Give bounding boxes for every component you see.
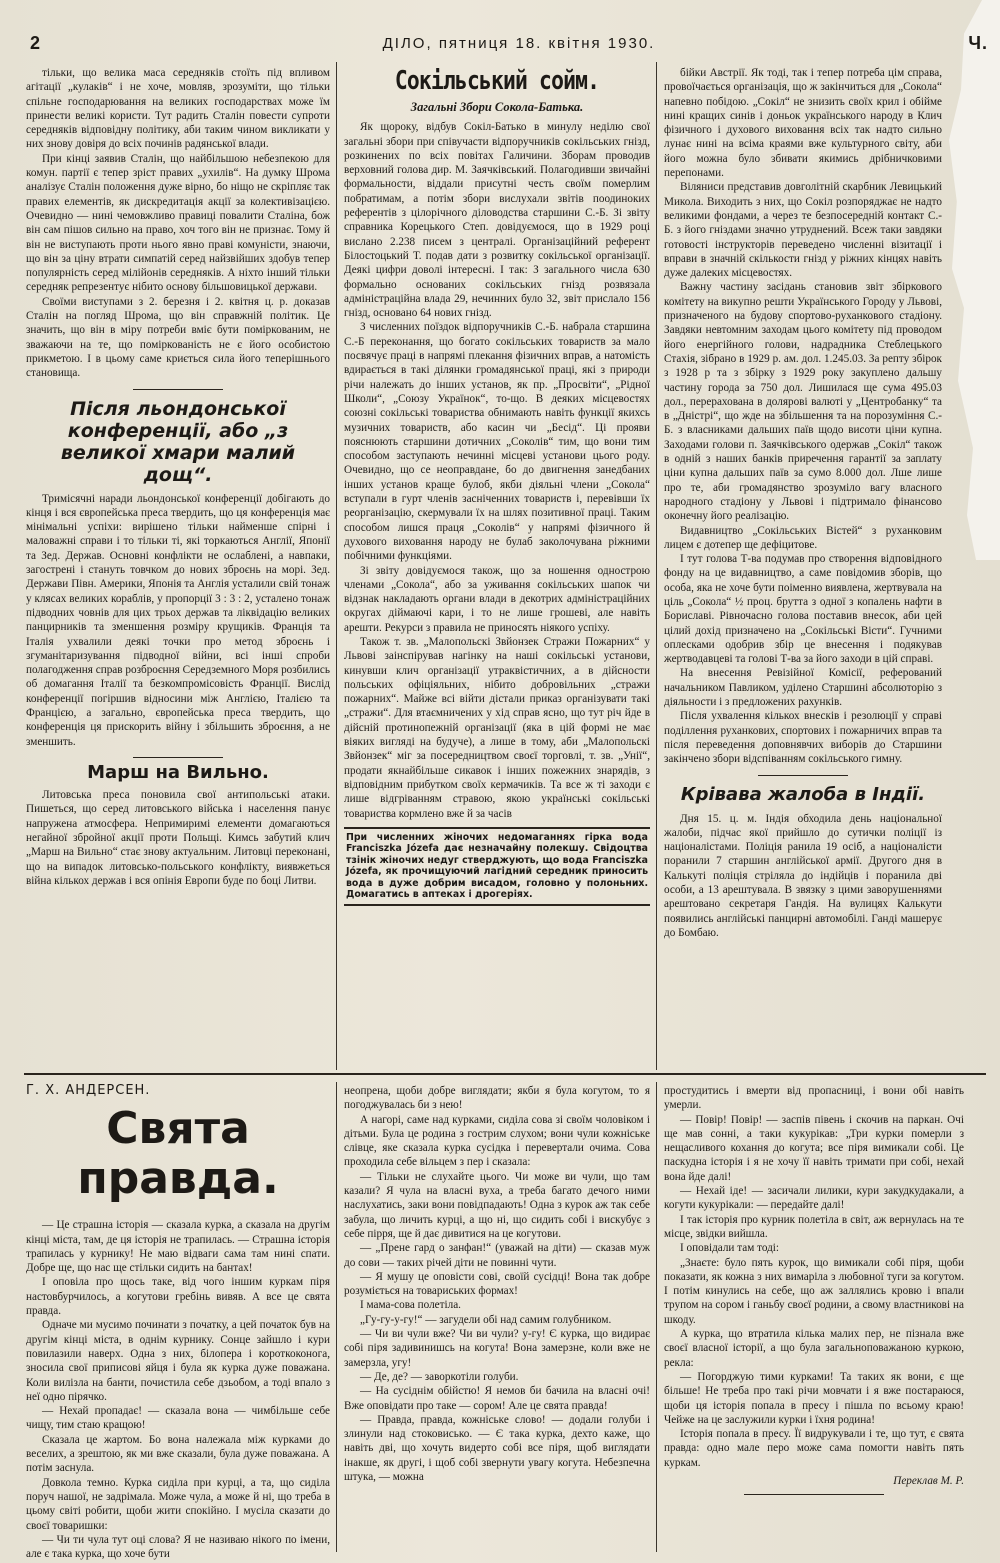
paragraph: З численних поїздок відпоручників С.-Б. набрала старшина С.-Б переконання, що богато сокільських товариств за мало посвячує праці в напрямі плекання фізичних вправ, а натомість вдирається в такі ділянки громадянської праці, які з природи річи належать до інших установ, як пр. „Просвіти“, „Рідної Школи“, „Союзу Українок“, то-що. В деяких місцевостях союзні сокільські товариства обнимають навіть функції якихсь музичних товариств, або касин чи „Бесід“. Ці прояви пояснюють старшини дотичних „Соколів“ тим, що вони тим способом заступають нечинні місцеві установи цього роду. Очевидно, що се неоправдане, бо до двигнення занедбаних інших установ краще булоб, якби діяльні члени „Сокола“ вступали в гурт членів засніченних товариств і, перевівши їх реорганізацію, скермували їх на шлях позитивної праці. Таким способом лишся праця „Соколів“ у напрямі фізичного й духового виховання народу не булаб заколочувана ріжними побічними функціями. (344, 321, 650, 563)
paragraph: — Чи ти чула тут оці слова? Я не називаю нікого по імени, але є така курка, що хоче бути (26, 1533, 330, 1561)
marsh-headline: Марш на Вильно. (87, 761, 269, 783)
paragraph: — Нехай іде! — засичали лилики, кури закудкудакали, а когути кукурікали: — передайте далі! (664, 1185, 964, 1212)
paragraph: Як щороку, відбув Сокіл-Батько в минулу неділю свої загальні збори при співучасти відпоручників сокільських гнізд, розкинених по всіх повітах Галичини. Зборам проводив верховний голова дир. М. Заячківський. Полагодивши звичайні формальности, віддали присутні честь своїм померлим побратимам, а потім збори вислухали звітів поодиноких референтів з цілорічного діловодства старшини С.-Б. Зі звіту справника Корецького Степ. довідуємося, що в 1929 році вислано 2.238 писем з централі. Організаційний референт Білостоцький Т. подав дати з розвитку сокільської організації. Деякі цифри доволі інтересні. І так: З загального числа 630 формально основаних сокільських гнізд розвязала адміністраційна влада 29, нечинних було 32, звіт прислало 156 гнізд, основано 64 нових гнізд. (344, 121, 650, 320)
paragraph: Зі звіту довідуємося також, що за ношення однострою членами „Сокола“, або за уживання сокільських шапок чи відзнак накладають органи влади в декотрих адміністраційних округах діймаючі кари, і то не лише грошеві, але навіть арешти. Рекурси з правила не приносять ніякого успіху. (344, 564, 650, 634)
paragraph: — Тільки не слухайте цього. Чи може ви чули, що там казали? Я чула на власні вуха, а треба багато дечого ними наслухатись, заки вони повідпадають! Одна з курок аж так себе забула, що личить курці, а що ні, що сидить собі і вискубує з себе пірря, ще й дає дивитися на це когутови. (344, 1170, 650, 1240)
marsh-article (26, 761, 330, 888)
column-3-upper (664, 66, 942, 1068)
paragraph: І тут голова Т-ва подумав про створення відповідного фонду на це видавництво, а саме повідомив зборів, що особа, яка не хоче бути поіменно виявлена, жертвувала на ціль „Сокола“ ½ проц. брутта з одної з копалень нафти в Бориславі. Рівночасно голова поставив внесок, аби цей цілий дохід призначено на „Сокільські Вісти“. Гучними оплесками одобрив збір це внесення і подякував жертводавцеві та голові Т-ва за його заходи в цій справі. (664, 553, 942, 666)
short-divider (758, 775, 848, 776)
section-divider (24, 1073, 986, 1075)
london-article (26, 398, 330, 749)
story-column-3 (664, 1084, 964, 1554)
column-rule (336, 1082, 337, 1552)
header-right-mark: Ч. (968, 32, 988, 53)
story-title: Свята правда. (77, 1103, 279, 1205)
paragraph: А нагорі, саме над курками, сиділа сова зі своїм чоловіком і дітьми. Була це родина з гострим слухом; вони чули кожніське слівце, яке сказала курка сусідка і перевертали очима. Сова проходила себе вільцем з пер і сказала: (344, 1113, 650, 1169)
paragraph: неопрена, щоби добре виглядати; якби я була когутом, то я погоджувалась би з нею! (344, 1085, 650, 1112)
story-author: Г. X. АНДЕРСЕН. (26, 1083, 151, 1098)
paragraph: — Повір! Повір! — заспів півень і скочив на паркан. Очі ще мав сонні, а таки кукурікав: „Три курки померли з нещасливого кохання до когута; все піря вимикали собі. Це паскудна історія і я не хочу її навіть тримати при собі, нехай вона йде далі! (664, 1113, 964, 1183)
masthead: ДІЛО, пятниця 18. квітня 1930. (382, 34, 656, 52)
page-number: 2 (30, 32, 42, 53)
paragraph: „Знаєте: було пять курок, що вимикали собі піря, щоби показати, як кожна з них вимаріла з любовної туги за когутом. І потім кинулись на себе, що аж заллялись кровю і впали трупом на сором і ганьбу своєї родини, а свому властникові на шкоду. (664, 1256, 964, 1326)
paragraph: Одначе ми мусимо починати з початку, а цей початок був на другім кінці міста, в однім курнику. Сонце зайшло і кури повилазили наверх. Одна з них, білопера і короткоконога, зносила свої приписові яйця і була як курка дуже поважана. Коли вилізла на банти, почистила себе дзьобом, а тоді впало з неї одно пірячко. (26, 1319, 330, 1403)
column-rule (336, 62, 337, 1070)
paragraph: — Чи ви чули вже? Чи ви чули? у-гу! Є курка, що видирає собі піря задивинишсь на когута! Вона замерзне, коли вже не замерзла, угу! (344, 1328, 650, 1369)
paragraph: Після ухвалення кількох внесків і резолюції у справі поділлення руханкових, спортових і пожарничих вправ та після переведення доповнявчих виборів до Старшини закінчено збори відспіванням сокільського гимну. (664, 710, 942, 766)
sokil-headline: Сокільський сойм. (394, 66, 600, 96)
london-headline: Після льондонської конференції, або „з великої хмари малий дощ“. (60, 397, 296, 486)
paragraph: Видавництво „Сокільських Вістей“ з руханковим лицем є дотепер ще дефіцитове. (664, 524, 942, 551)
story-column-1 (26, 1083, 330, 1561)
india-headline: Крівава жалоба в Індії. (680, 783, 926, 805)
paragraph: А курка, що втратила кілька малих пер, не пізнала вже своєї власної історії, а що була загальноповажаною куркою, рекла: (664, 1328, 964, 1369)
story-column-2 (344, 1084, 650, 1554)
short-divider (133, 757, 223, 758)
paragraph: Дня 15. ц. м. Індія обходила день національної жалоби, підчас якої прийшло до сутички поліції із націоналістами. Поліція ранила 19 осіб, а націоналісти поранили 7 старшин англійської армії. Другого дня в Калькуті поліція стріляла до індійців і поранила дві особи, а 13 арештувала. В звязку з цими заворушеннями арештовано секретаря Гандія. На вулицях Калькути появились англійські панцирні автомобілі. Ганді машерує до Бомбаю. (664, 812, 942, 939)
mineral-water-ad: При численних жіночих недомаганнях гірка вода Franciszka Józefa дає незначайну полекшу. Свідоцтва тзінік жіночих недуг стверджують, що вода Franciszka Józefa, як прочищуючий лагідний середник приносить вода в дуже добрим висадом, головно у полоньних. Домагатись в аптеках і дрогеріях. (344, 827, 650, 906)
paragraph: На внесення Ревізійної Комісії, реферований начальником Павликом, уділено Старшині абсолюторію з діяльности і з предложених рахунків. (664, 667, 942, 709)
paragraph: — Де, де? — заворкотіли голуби. (360, 1370, 519, 1383)
translator-credit: Переклав М. Р. (893, 1475, 964, 1488)
paragraph: тільки, що велика маса середняків стоїть під впливом агітації „кулаків“ і не хоче, мовляв, зрозуміти, що тільки спільне господарювання на великих господарствах може їм принести великі користи. Тут радить Сталін повести супроти середняків відповідну політику, аби таким чином викликати у них знову довіря до всіх починів радянської влади. (26, 67, 330, 151)
column-rule (656, 1082, 657, 1552)
paragraph: „Гу-гу-у-гу!“ — загудели обі над самим голубником. (360, 1313, 612, 1326)
paragraph: Литовська преса поновила свої антипольські атаки. Пишеться, що серед литовського війська і населення панує напружена атмосфера. Непримиримі елементи домагаються негайної збройної акції проти Польщі. Кимсь забутий клич „Марш на Вильно“ стає знову актуальним. Литовці переконані, що на випадок литовсько-польського конфлікту, виявжеться війна кількох держав і вся опінія Европи буде по боці Литви. (26, 789, 330, 887)
paragraph: Історія попала в пресу. Її видрукували і те, що тут, є свята правда: одно мале перо може сама помогти навіть пять куркам. (664, 1428, 964, 1469)
paragraph: Важну частину засідань становив звіт збіркового комітету на викупно решти Українського Городу у Львові, призначеного на будову спортово-руханкового стадіону. Завдяки невтомним заходам цього комітету під проводом його енергійного голови, надрадника Стеблецького Стахія, зібрано в 1929 р. ам. дол. 1.245.03. За репту збірок з 1928 р та з збірку з 1929 року закуплено дальшу частину города за 750 дол. Лишилася ще сума 495.03 дол., перерахована в долярові валюті у „Центробанку“ та в „Дністрі“, що жде на збільшення та на порозуміння С.-Б. з власниками дальших паїв щодо висоти ціни купна. Заходами голови п. Заячківського одержав „Сокіл“ також в одній з наших банків приречення гарантії за заплату ціни купна дальших паїв за сумо 8.000 дол. Лше лише про те, аби громадянство зрозуміло вагу власного народного стадіону у Львові і підтримало фінансово оконечну його реалізацію. (664, 281, 942, 523)
paragraph: — Я мушу це оповісти сові, своїй сусідці! Вона так добре розуміється на товариських формах! (344, 1270, 650, 1298)
paragraph: Своїми виступами з 2. березня і 2. квітня ц. р. доказав Сталін на погляд Шрома, що він справжній політик. Це значить, що він в міру потреби вміє бути поміркованим, не зважаючи на те, що поміркованість не є його особистою прикметою. І в цьому саме криється сила його теперішнього становища. (26, 295, 330, 380)
column-2-upper (344, 66, 650, 1068)
paragraph: простудитись і вмерти від пропасниці, і вони обі навіть умерли. (664, 1085, 964, 1112)
paragraph: — На сусіднім обійстю! Я немов би бачила на власні очі! Вже оповідати про таке — сором! Але це свята правда! (344, 1385, 650, 1412)
paragraph: — Правда, правда, кожніське слово! — додали голуби і злинули над стоковисько. — Є така курка, дехто каже, що навіть дві, що хочуть видертo собі все піря, щоб виглядати інакше, як другі, і щоб собі звернути увагу когута. Небезпечна штука, — можна (344, 1413, 650, 1484)
paragraph: І оповідали там тоді: (680, 1242, 779, 1255)
paragraph: І мама-сова полетіла. (360, 1299, 461, 1312)
sokil-subhead: Загальні Збори Сокола-Батька. (410, 100, 584, 114)
paragraph: Тримісячні наради льондонської конференції добігають до кінця і вся європейська преса твердить, що ця конференція має мінімальні успіхи: вирішено тільки найменше спірні і маловажні справи і то тільки ті, які торкаються Англії, Японії та Зед. Держав. Основні конфлікти не ослаблені, а навпаки, загострені і стануть товчком до нових зброєнь на морі. Зед. Держави Півн. Америки, Японія та Англія усталили свій тонаж у клясах великих кораблів, у пропорції 3 : 3 : 2, устaлено тонаж підводних човнів для цих трьох держав та ліквідацію великих панцирників та зменшення розміру крущиків. Франція та Італія ухвалили деякі точки про метод зброєнь і згуманітаризування підводної війни, всі інші спроби полагодження справ розброєння Середземного Моря розбились об домагання Італії та безкомпромісовість Франції. Вислід конференції погіршив відносини між Англією, Італією та Францією, а загально, європейська преса твердить, що конференція ця прискорить війну і збільшить зброєння, а не зменшить. (26, 492, 330, 748)
paragraph: — „Прене гард о занфан!“ (уважай на діти) — сказав муж до сови — таких річей діти не повинні чути. (344, 1242, 650, 1269)
paragraph: — Погорджую тими курками! Та таких як вони, є ще більше! Не треба про такі річи мовчати і я вже постараюся, щоби ця історія попала в пресу і пішла по всьому краю! Чейже на це заслужили курки і їхня родина! (664, 1370, 964, 1426)
paragraph: Віляниси представив довголітній скарбник Левицький Микола. Виходить з них, що Сокіл розпоряджає не надто великими фондами, а через те безпосередній контакт С.-Б. з його гніздами значно утруднений. Всеж таки завдяки готовості інструкторів переведено численні візитації і вправи в значній скількости гнізд у ріжних кінцях навіть дуже далеких місцевостях. (664, 181, 942, 280)
paragraph: бійки Австрії. Як тоді, так і тепер потреба цім справа, провоїчається організація, що ж закінчиться для „Сокола“ напевно побідою. „Сокіл“ не знизить своїх крил і обійме нині кращих синів і доньок українського народу в Клич фізичного і духового виховання всіх так надто сильно лунає нині на всіма краями вже культурного світу, аби його можна було збивати якимись дрібничковими перепонами. (664, 67, 942, 180)
paragraph: Сказала це жартом. Бо вона належала між курками до веселиx, а зрештою, як ми вже сказали, була дуже поважана. А потім заснула. (26, 1433, 330, 1475)
torn-edge (940, 0, 1000, 560)
column-rule (656, 62, 657, 1070)
paragraph: І так історія про курник полетіла в світ, аж вернулась на те місце, звідки вийшла. (664, 1213, 964, 1240)
paragraph: І оповіла про щось таке, від чого іншим куркам піря настовбурчилось, а когутови гребінь вивяв. А все це свята правда. (26, 1276, 330, 1318)
paragraph: — Нехай пропадає! — сказала вона — чимбільше себе чищу, тим стаю кращою! (26, 1405, 330, 1432)
column-1-upper (26, 66, 330, 1068)
paragraph: Також т. зв. „Малопольскі Звйонзек Стражи Пожарних“ у Львові заінспірував нагінку на наші сокільські установи, кинувши клич організації утраквістичних, а в дійсности польських офіціяльних, нібито добровільних „стражи пожарних“. Майже всі війти дістали приказ організувати такі „стражи“. Для втаємничених у хід справ ясно, що тут річ йде в дійсній протинопежній організації (яка в цій формі не має віяких вигляді на будуче), а лише в тому, аби „Малопольскі Звйонзек“ міг за посередництвом своєї торговлі, т. зв. „Унії“, продати якнайбільше сикавок і інших пожежних знарядів, з відповідним прибутком своїх кермачиків. Та все ж ті заходи є лише відгріванням стравою, якою українські сокільські товариства кормлено вже й за часів (344, 635, 650, 820)
page-header (30, 30, 988, 56)
paragraph: При кінці заявив Сталін, що найбільшою небезпекою для комун. партії є тепер зріст правих „ухилів“. На думку Шрома аналізує Сталін положення дуже вірно, бо ніщо не скріпляє так правих елементів, як дискредитація акції за колективізацією. Очевидно — нині чемовжливо правиці повалити Сталіна, бож він сам пішов сильно на право, хоч того він не признає. Тому й він не виступають проти нього явно праві комуністи, знаючи, що він за ціну втрати симпатій серед найзвійших здобув тепер популярність серед мілійонів середняків. А ніхто інший тільки середняк репрезентує нібито основу більшовицької держави. (26, 152, 330, 294)
paragraph: — Це страшна історія — сказала курка, а сказала на другім кінці міста, там, де ця історія не трапилась. — Страшна історія трапилась у курнику! Не маю відваги сама там нині спати. Добре ще, що нас ще стільки сидить на бантах! (26, 1219, 330, 1275)
end-rule (744, 1494, 884, 1495)
stalin-article (26, 66, 330, 381)
paragraph: Довкола темно. Курка сиділа при курці, а та, що сиділа поруч нашої, не задрімала. Може чула, а може й ні, що треба в цьому світі робити, щоби жити спокійно. І мусіла сказати до своєї товаришки: (26, 1476, 330, 1532)
short-divider (133, 389, 223, 390)
